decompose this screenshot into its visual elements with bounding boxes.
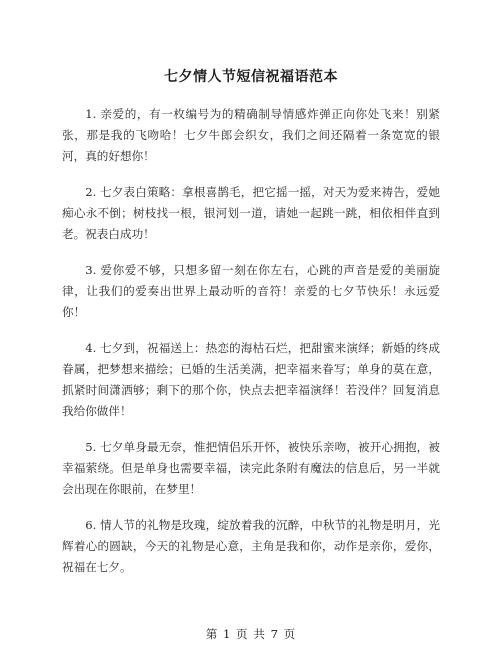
paragraph-1: 1. 亲爱的，有一枚编号为的精确制导情感炸弹正向你处飞来！别紧张，那是我的飞吻哈！七夕牛郎会织女，我们之间还隔着一条宽宽的银河，真的好想你！	[62, 107, 440, 163]
paragraph-2: 2. 七夕表白策略：拿根喜鹊毛，把它摇一摇，对天为爱来祷告，爱她痴心永不倒；树枝找一根，银河划一道，请她一起跳一跳，相依相伴直到老。祝表白成功！	[62, 185, 440, 241]
document-title: 七夕情人节短信祝福语范本	[164, 69, 338, 85]
page-footer: 第 1 页 共 7 页	[205, 627, 297, 641]
paragraph-5: 5. 七夕单身最无奈，惟把情侣乐开怀，被快乐亲吻，被开心拥抱，被幸福萦绕。但是单身也需要幸福，读完此条附有魔法的信息后，另一半就会出现在你眼前，在梦里！	[62, 440, 440, 496]
paragraph-6: 6. 情人节的礼物是玫瑰，绽放着我的沉醉，中秋节的礼物是明月，光辉着心的圆缺，今天的礼物是心意，主角是我和你，动作是亲你，爱你，祝福在七夕。	[62, 518, 440, 574]
paragraph-3: 3. 爱你爱不够，只想多留一刻在你左右，心跳的声音是爱的美丽旋律，让我们的爱奏出世界上最动听的音符！亲爱的七夕节快乐！永远爱你！	[62, 263, 440, 319]
paragraph-4: 4. 七夕到，祝福送上：热恋的海枯石烂，把甜蜜来演绎；新婚的终成眷属，把梦想来描绘；已婚的生活美满，把幸福来眷写；单身的莫在意，抓紧时间潇洒够；剩下的那个你，快点去把幸福演绎！若没伴？回复消息我给你做伴！	[62, 341, 440, 418]
document-body	[62, 104, 440, 593]
